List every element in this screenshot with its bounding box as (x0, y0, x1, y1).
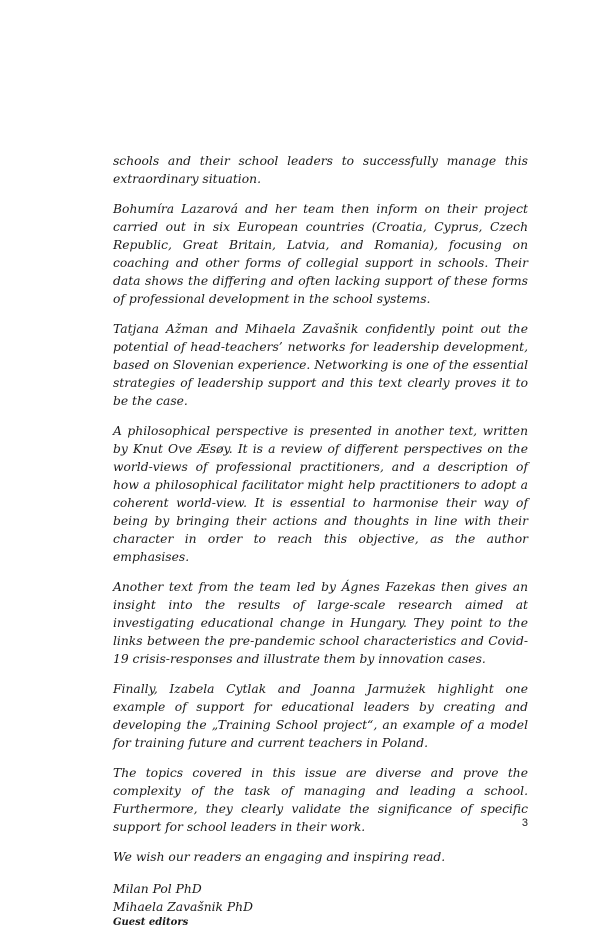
signature-block (113, 880, 528, 930)
body-text (113, 152, 528, 930)
paragraph-fazekas: Another text from the team led by Ágnes Fazekas then gives an insight into the results of large-scale research aimed at investigating educational change in Hungary. They point to the links between the pre-pandemic school characteristics and Covid-19 crisis-responses and illustrate them by innovation cases. (113, 580, 528, 666)
editor-name-2: Mihaela Zavašnik PhD (113, 900, 253, 914)
paragraph-topics: The topics covered in this issue are diverse and prove the complexity of the task of managing and leading a school. Furthermore, they clearly validate the significance of specific support for school leaders in their work. (113, 766, 528, 834)
paragraph-continuation: schools and their school leaders to successfully manage this extraordinary situation. (113, 154, 528, 186)
paragraph-cytlak-jarmuzek: Finally, Izabela Cytlak and Joanna Jarmużek highlight one example of support for educational leaders by creating and developing the „Training School project“, an example of a model for training future and current teachers in Poland. (113, 682, 528, 750)
paragraph-azman-zavasnik: Tatjana Ažman and Mihaela Zavašnik confidently point out the potential of head-teachers’ networks for leadership development, based on Slovenian experience. Networking is one of the essential strategies of leadership support and this text clearly proves it to be the case. (113, 322, 528, 408)
paragraph-aesoy: A philosophical perspective is presented in another text, written by Knut Ove Æsøy. It is a review of different perspectives on the world-views of professional practitioners, and a description of how a philosophical facilitator might help practitioners to adopt a coherent world-view. It is essential to harmonise their way of being by bringing their actions and thoughts in line with their character in order to reach this objective, as the author emphasises. (113, 424, 528, 564)
page-number: 3 (521, 817, 528, 829)
paragraph-closing: We wish our readers an engaging and inspiring read. (113, 850, 446, 864)
paragraph-lazarova: Bohumíra Lazarová and her team then inform on their project carried out in six European countries (Croatia, Cyprus, Czech Republic, Great Britain, Latvia, and Romania), focusing on coaching and other forms of collegial support in schools. Their data shows the differing and often lacking support of these forms of professional development in the school systems. (113, 202, 528, 306)
editor-name-1: Milan Pol PhD (113, 882, 202, 896)
editor-role: Guest editors (113, 917, 189, 928)
